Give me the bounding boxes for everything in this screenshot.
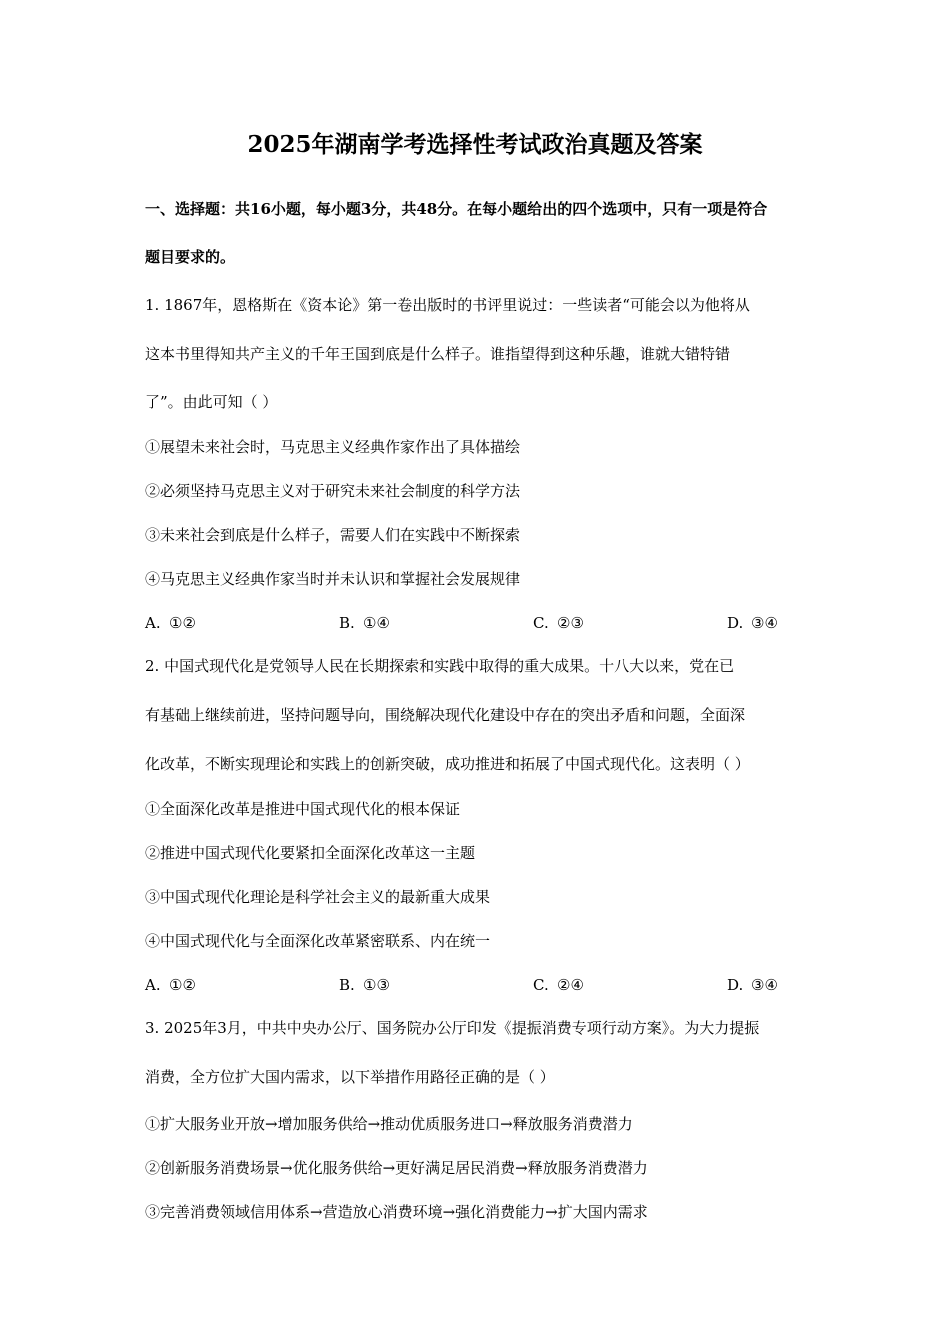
question-1-stem-line: 1. 1867年，恩格斯在《资本论》第一卷出版时的书评里说过：一些读者“可能会以为他将从 <box>145 296 750 314</box>
option-c: C. ②④ <box>533 976 584 994</box>
question-1-statement: ④马克思主义经典作家当时并未认识和掌握社会发展规律 <box>145 570 521 588</box>
option-d: D. ③④ <box>727 614 778 632</box>
question-2-statement: ①全面深化改革是推进中国式现代化的根本保证 <box>145 800 461 818</box>
question-1-stem-line: 了”。由此可知（ ） <box>145 393 278 411</box>
question-1-stem-line: 这本书里得知共产主义的千年王国到底是什么样子。谁指望得到这种乐趣，谁就大错特错 <box>145 345 731 363</box>
section-heading-line: 题目要求的。 <box>145 248 236 266</box>
option-a: A. ①② <box>145 614 196 632</box>
option-c: C. ②③ <box>533 614 584 632</box>
question-3-statement: ③完善消费领域信用体系→营造放心消费环境→强化消费能力→扩大国内需求 <box>145 1203 648 1221</box>
question-1-statement: ③未来社会到底是什么样子，需要人们在实践中不断探索 <box>145 526 521 544</box>
question-2-statement: ②推进中国式现代化要紧扣全面深化改革这一主题 <box>145 844 476 862</box>
question-2-stem-line: 2. 中国式现代化是党领导人民在长期探索和实践中取得的重大成果。十八大以来，党在已 <box>145 657 735 675</box>
option-d: D. ③④ <box>727 976 778 994</box>
page-title: 2025年湖南学考选择性考试政治真题及答案 <box>247 131 703 158</box>
option-a: A. ①② <box>145 976 196 994</box>
question-3-statement: ②创新服务消费场景→优化服务供给→更好满足居民消费→释放服务消费潜力 <box>145 1159 648 1177</box>
section-heading-line: 一、选择题：共16小题，每小题3分，共48分。在每小题给出的四个选项中，只有一项是符合 <box>145 200 768 218</box>
question-2-statement: ④中国式现代化与全面深化改革紧密联系、内在统一 <box>145 932 491 950</box>
question-3-stem-line: 3. 2025年3月，中共中央办公厅、国务院办公厅印发《提振消费专项行动方案》。为大力提振 <box>145 1019 760 1037</box>
question-2-stem-line: 有基础上继续前进，坚持问题导向，围绕解决现代化建设中存在的突出矛盾和问题，全面深 <box>145 706 746 724</box>
option-b: B. ①④ <box>339 614 390 632</box>
question-2-stem-line: 化改革，不断实现理论和实践上的创新突破，成功推进和拓展了中国式现代化。这表明（ ） <box>145 755 750 773</box>
question-2-statement: ③中国式现代化理论是科学社会主义的最新重大成果 <box>145 888 491 906</box>
question-1-statement: ②必须坚持马克思主义对于研究未来社会制度的科学方法 <box>145 482 521 500</box>
question-3-stem-line: 消费，全方位扩大国内需求，以下举措作用路径正确的是（ ） <box>145 1068 555 1086</box>
option-b: B. ①③ <box>339 976 390 994</box>
question-3-statement: ①扩大服务业开放→增加服务供给→推动优质服务进口→释放服务消费潜力 <box>145 1115 633 1133</box>
question-1-statement: ①展望未来社会时，马克思主义经典作家作出了具体描绘 <box>145 438 521 456</box>
